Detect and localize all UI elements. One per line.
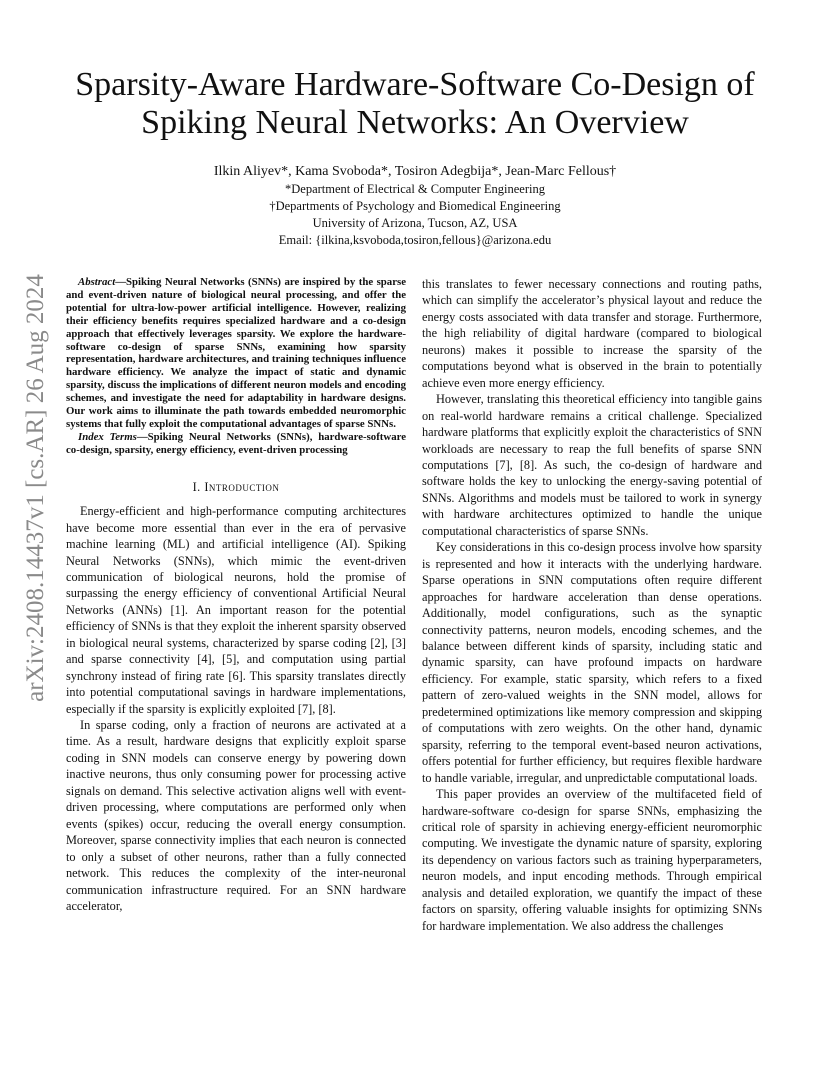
section-heading-introduction: I. Introduction xyxy=(192,479,280,494)
author-email: Email: {ilkina,ksvoboda,tosiron,fellous}@arizona.edu xyxy=(278,233,552,247)
intro-paragraph-1: Energy-efficient and high-performance computing architectures have become more essential than ever in the era of pervasive machine learning (ML) and artificial intelligence (AI). Spiking Neural Networks (SNNs), which mimic the event-driven communication of biological neurons, hold the promise of surpassing the energy efficiency of conventional Artificial Neural Networks (ANNs) [1]. An important reason for the potential efficiency of SNNs is that they exploit the inherent sparsity observed in biological neural systems, characterized by sparse coding [2], [3] and sparse connectivity [4], [5], and computation using partial synchrony instead of firing rate [6]. This sparsity translates directly into potential computational savings in hardware implementations, especially if the sparsity is explicitly exploited [7], [8]. xyxy=(66,504,406,716)
author-block xyxy=(60,163,770,249)
arxiv-stamp: arXiv:2408.14437v1 [cs.AR] 26 Aug 2024 xyxy=(22,274,49,702)
intro-paragraph-3: However, translating this theoretical efficiency into tangible gains on real-world hardware remains a critical challenge. Specialized hardware platforms that explicitly exploit the characteristics of SNN workloads are necessary to reap the full benefits of sparse SNN computations [7], [8]. As such, the co-design of hardware and software holds the key to unlocking the energy-saving potential of SNNs. Algorithms and models must be tailored to work in synergy with hardware architectures optimized to handle the unique computational characteristics of sparse SNNs. xyxy=(422,392,762,538)
abstract xyxy=(66,276,406,457)
title-line-2: Spiking Neural Networks: An Overview xyxy=(141,104,689,141)
index-terms-paragraph xyxy=(66,431,406,457)
abstract-lead: Abstract xyxy=(78,276,116,288)
left-column xyxy=(66,276,406,914)
author-list: Ilkin Aliyev*, Kama Svoboda*, Tosiron Adegbija*, Jean-Marc Fellous† xyxy=(213,164,617,179)
right-column xyxy=(422,276,762,934)
affiliation-2: †Departments of Psychology and Biomedical Engineering xyxy=(269,199,561,213)
intro-paragraph-2: In sparse coding, only a fraction of neurons are activated at a time. As a result, hardware designs that explicitly exploit sparse coding in SNN models can conserve energy by powering down inactive neurons, thus only consuming power for processing active signals on demand. This selective activation aligns well with event-driven processing, where computations are performed only when events (spikes) occur, reducing the overall energy consumption. Moreover, sparse connectivity implies that each neuron is connected to only a subset of other neurons, rather than a fully connected network. This reduces the complexity of the inter-neuronal communication infrastructure required. For an SNN hardware accelerator, xyxy=(66,718,406,914)
title-line-1: Sparsity-Aware Hardware-Software Co-Design of xyxy=(75,66,755,103)
intro-paragraph-4: Key considerations in this co-design process involve how sparsity is represented and how it interacts with the underlying hardware. Sparse operations in SNN computations often require different approaches for hardware acceleration than dense operations. Additionally, model configurations, such as the synaptic connectivity patterns, neuron models, encoding schemes, and the balance between different kinds of sparsity, including static and dynamic sparsity, can have profound impacts on hardware efficiency. For example, static sparsity, which refers to a fixed pattern of zero-valued weights in the SNN model, allows for predetermined optimizations like memory compression and skipping of computations with zero weights. On the other hand, dynamic sparsity, referring to the temporal event-based neuron activations, offers potential for further efficiency, but requires flexible hardware to handle variable, irregular, and unpredictable computational loads. xyxy=(422,540,762,785)
paper-title xyxy=(60,66,770,142)
affiliation-1: *Department of Electrical & Computer Engineering xyxy=(285,182,545,196)
abstract-text: —Spiking Neural Networks (SNNs) are inspired by the sparse and event-driven nature of biological neural processing, and offer the potential for ultra-low-power artificial intelligence. However, realizing their efficiency benefits requires specialized hardware and a co-design approach that effectively leverages sparsity. We explore the hardware-software co-design of sparse SNNs, examining how sparsity representation, hardware architectures, and training techniques influence hardware efficiency. We analyze the impact of static and dynamic sparsity, discuss the implications of different neuron models and encoding schemes, and investigate the need for adaptability in hardware designs. Our work aims to illuminate the path towards embedded neuromorphic systems that fully exploit the computational advantages of sparse SNNs. xyxy=(66,276,406,430)
affiliation-3: University of Arizona, Tucson, AZ, USA xyxy=(312,216,518,230)
index-terms-lead: Index Terms xyxy=(78,430,137,443)
abstract-paragraph xyxy=(66,276,406,431)
intro-paragraph-continued: this translates to fewer necessary connections and routing paths, which can simplify the accelerator’s physical layout and reduce the energy costs associated with data transfer and storage. Furthermore, the high reliability of digital hardware (compared to biological neurons) makes it possible to increase the sparsity of the computations beyond what is observed in the brain to potentially achieve even more energy efficiency. xyxy=(422,277,762,390)
intro-paragraph-5: This paper provides an overview of the multifaceted field of hardware-software co-design for sparse SNNs, emphasizing the critical role of sparsity in achieving energy-efficient neuromorphic computing. We investigate the dynamic nature of sparsity, exploring its dependency on various factors such as training hyperparameters, neuron models, and input encoding methods. Through empirical analysis and detailed exploration, we quantify the impact of these factors on sparsity, offering valuable insights for optimizing SNNs for hardware implementation. We also address the challenges xyxy=(422,787,762,933)
index-terms-text: —Spiking Neural Networks (SNNs), hardware-software co-design, sparsity, energy efficiency, event-driven processing xyxy=(66,430,406,456)
